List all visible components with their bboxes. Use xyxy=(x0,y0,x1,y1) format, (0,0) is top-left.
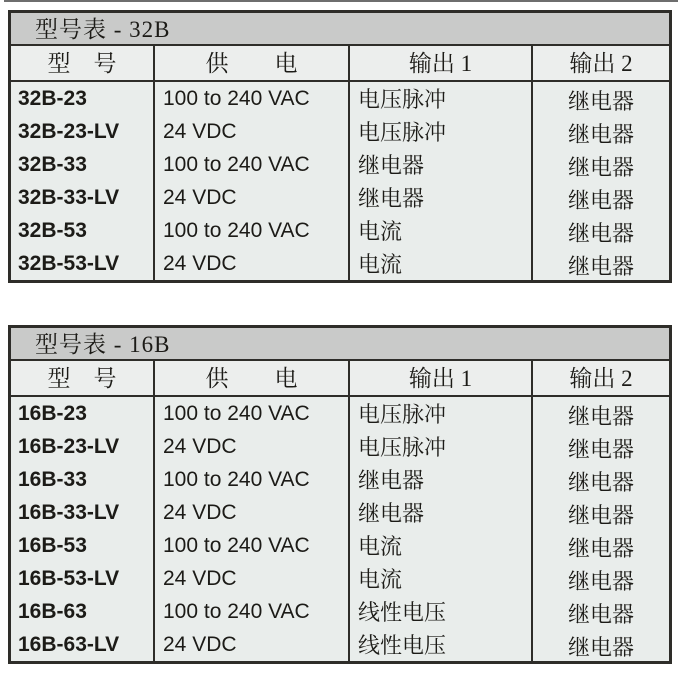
cell-output2: 继电器 xyxy=(567,254,634,279)
cell-output2: 继电器 xyxy=(567,602,634,627)
column-header-model: 型 号 xyxy=(11,361,155,395)
cell-output2: 继电器 xyxy=(567,404,634,429)
cell-supply: 100 to 240 VAC xyxy=(163,600,310,623)
cell-output2: 继电器 xyxy=(567,470,634,495)
cell-output2: 继电器 xyxy=(567,503,634,528)
column-header-output2: 输出 2 xyxy=(569,366,633,391)
column-header-output1: 输出 1 xyxy=(350,46,533,80)
table-body xyxy=(11,82,669,280)
cell-supply: 24 VDC xyxy=(163,435,237,458)
cell-output1: 电压脉冲 xyxy=(358,435,447,460)
cell-output2: 继电器 xyxy=(567,437,634,462)
model-table-16b xyxy=(8,325,672,664)
output1-column xyxy=(350,397,533,661)
cell-output2: 继电器 xyxy=(567,221,634,246)
output2-column xyxy=(533,397,669,661)
output2-column xyxy=(533,82,669,280)
cell-model: 32B-23-LV xyxy=(18,120,120,143)
cell-output1: 电流 xyxy=(358,252,403,277)
header-row xyxy=(11,46,669,82)
cell-supply: 24 VDC xyxy=(163,501,237,524)
cell-output1: 电压脉冲 xyxy=(358,87,447,112)
cell-output1: 线性电压 xyxy=(358,600,447,625)
output1-column xyxy=(350,82,533,280)
cell-supply: 24 VDC xyxy=(163,633,237,656)
cell-output1: 继电器 xyxy=(358,468,425,493)
cell-output1: 线性电压 xyxy=(358,633,447,658)
column-header-supply: 供 电 xyxy=(155,361,350,395)
cell-model: 16B-63 xyxy=(18,600,87,623)
cell-supply: 100 to 240 VAC xyxy=(163,87,310,110)
cell-supply: 24 VDC xyxy=(163,120,237,143)
column-header-model: 型 号 xyxy=(11,46,155,80)
cell-supply: 100 to 240 VAC xyxy=(163,534,310,557)
cell-model: 32B-33-LV xyxy=(18,186,120,209)
cell-output1: 继电器 xyxy=(358,186,425,211)
cell-supply: 100 to 240 VAC xyxy=(163,153,310,176)
cell-model: 32B-23 xyxy=(18,87,87,110)
cell-output2: 继电器 xyxy=(567,536,634,561)
header-row xyxy=(11,361,669,397)
top-divider-line xyxy=(4,0,678,2)
cell-output2: 继电器 xyxy=(567,155,634,180)
cell-output2: 继电器 xyxy=(567,188,634,213)
cell-output1: 电流 xyxy=(358,219,403,244)
cell-output2: 继电器 xyxy=(567,635,634,660)
cell-model: 16B-33-LV xyxy=(18,501,120,524)
table-title-32b: 型号表 - 32B xyxy=(11,13,669,46)
cell-supply: 100 to 240 VAC xyxy=(163,468,310,491)
model-column xyxy=(11,82,155,280)
cell-model: 16B-23-LV xyxy=(18,435,120,458)
table-body xyxy=(11,397,669,661)
model-table-32b xyxy=(8,10,672,283)
cell-model: 32B-33 xyxy=(18,153,87,176)
column-header-supply: 供 电 xyxy=(155,46,350,80)
cell-output1: 电压脉冲 xyxy=(358,402,447,427)
supply-column xyxy=(155,397,350,661)
cell-output1: 继电器 xyxy=(358,153,425,178)
cell-model: 16B-23 xyxy=(18,402,87,425)
cell-model: 16B-63-LV xyxy=(18,633,120,656)
cell-supply: 24 VDC xyxy=(163,186,237,209)
cell-model: 32B-53 xyxy=(18,219,87,242)
cell-output1: 电压脉冲 xyxy=(358,120,447,145)
column-header-output2: 输出 2 xyxy=(569,51,633,76)
cell-output1: 电流 xyxy=(358,567,403,592)
cell-supply: 100 to 240 VAC xyxy=(163,219,310,242)
cell-output2: 继电器 xyxy=(567,89,634,114)
cell-output2: 继电器 xyxy=(567,569,634,594)
table-title-16b: 型号表 - 16B xyxy=(11,328,669,361)
cell-model: 16B-53-LV xyxy=(18,567,120,590)
cell-supply: 24 VDC xyxy=(163,252,237,275)
cell-output1: 电流 xyxy=(358,534,403,559)
cell-supply: 100 to 240 VAC xyxy=(163,402,310,425)
cell-model: 16B-33 xyxy=(18,468,87,491)
cell-output1: 继电器 xyxy=(358,501,425,526)
cell-model: 16B-53 xyxy=(18,534,87,557)
cell-model: 32B-53-LV xyxy=(18,252,120,275)
supply-column xyxy=(155,82,350,280)
model-column xyxy=(11,397,155,661)
cell-output2: 继电器 xyxy=(567,122,634,147)
column-header-output1: 输出 1 xyxy=(350,361,533,395)
cell-supply: 24 VDC xyxy=(163,567,237,590)
